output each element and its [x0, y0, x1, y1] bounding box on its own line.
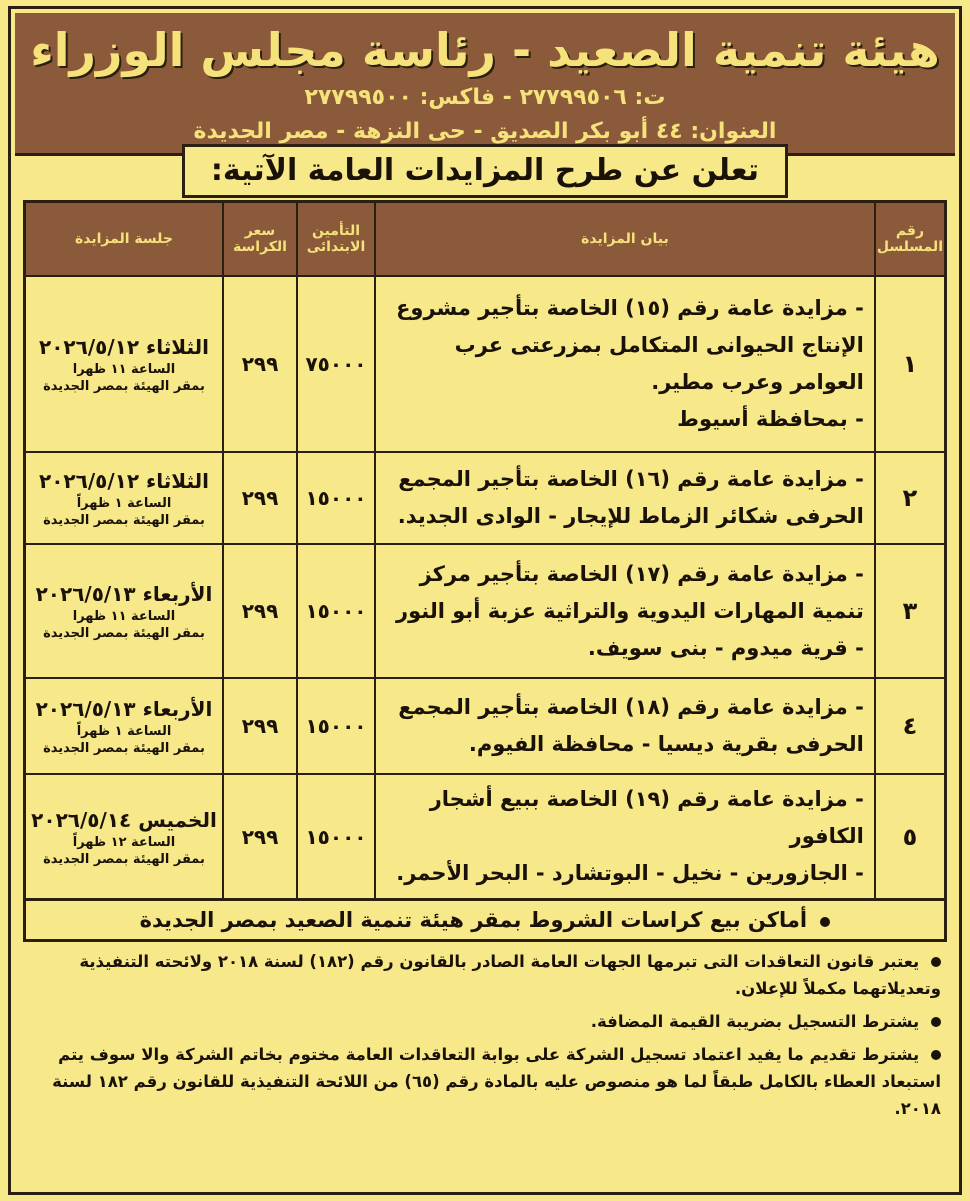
description-line: - مزايدة عامة رقم (١٦) الخاصة بتأجير المجمع: [398, 467, 864, 491]
row-description: [375, 544, 875, 678]
sale-location-note: [23, 901, 947, 942]
session-date: الأربعاء ٢٠٢٦/٥/١٣: [35, 582, 213, 606]
bullet-icon: [931, 957, 941, 967]
auctions-table: [23, 200, 947, 901]
row-description: [375, 276, 875, 452]
col-insurance-header: التأمين الابتدائى: [297, 202, 375, 277]
row-price: ٢٩٩: [223, 544, 297, 678]
table-row: [25, 452, 946, 544]
row-price: ٢٩٩: [223, 452, 297, 544]
note-text: يعتبر قانون التعاقدات التى تبرمها الجهات العامة الصادر بالقانون رقم (١٨٢) لسنة ٢٠١٨ ولائحته التنفيذية وتعديلاتهما مكملاً للإعلان.: [79, 952, 941, 998]
description-line: - بمحافظة أسيوط: [677, 407, 864, 431]
row-number: ٤: [875, 678, 946, 774]
row-session: [25, 276, 224, 452]
phone-fax-line: ت: ٢٧٧٩٩٥٠٦ - فاكس: ٢٧٧٩٩٥٠٠: [304, 85, 666, 110]
description-line: - مزايدة عامة رقم (١٥) الخاصة بتأجير مشروع: [396, 296, 864, 320]
session-place: بمقر الهيئة بمصر الجديدة: [43, 379, 205, 394]
session-time: الساعة ١ ظهراً: [76, 724, 172, 739]
table-row: [25, 678, 946, 774]
note-text: يشترط تقديم ما يفيد اعتماد تسجيل الشركة على بوابة التعاقدات العامة مختوم بخاتم الشركة والا سوف يتم استبعاد العطاء بالكامل طبقاً لما هو منصوص عليه بالمادة رقم (٦٥) من اللائحة التنفيذية للقانون رقم ١٨٢ لسنة ٢٠١٨.: [52, 1045, 941, 1118]
session-time: الساعة ١١ ظهرا: [72, 609, 176, 624]
session-place: بمقر الهيئة بمصر الجديدة: [43, 741, 205, 756]
note-text: يشترط التسجيل بضريبة القيمة المضافة.: [590, 1012, 920, 1031]
row-description: [375, 678, 875, 774]
row-session: [25, 678, 224, 774]
note-item: [25, 1008, 941, 1035]
description-line: - مزايدة عامة رقم (١٧) الخاصة بتأجير مركز: [419, 561, 864, 586]
header-band: [15, 13, 955, 156]
description-line: - قرية ميدوم - بنى سويف.: [587, 635, 864, 660]
session-time: الساعة ١٢ ظهراً: [72, 834, 176, 850]
table-row: [25, 544, 946, 678]
bullet-icon: [820, 917, 830, 927]
description-line: - مزايدة عامة رقم (١٩) الخاصة ببيع أشجار الكافور: [429, 787, 864, 848]
session-date: الأربعاء ٢٠٢٦/٥/١٣: [35, 697, 213, 721]
row-price: ٢٩٩: [223, 678, 297, 774]
description-line: الإنتاج الحيوانى المتكامل بمزرعتى عرب: [454, 333, 864, 357]
announcement-banner: تعلن عن طرح المزايدات العامة الآتية:: [182, 144, 788, 198]
row-description: [375, 774, 875, 900]
row-description: [375, 452, 875, 544]
announcement-wrap: [11, 144, 959, 196]
org-title: هيئة تنمية الصعيد - رئاسة مجلس الوزراء: [30, 23, 940, 77]
row-price: ٢٩٩: [223, 276, 297, 452]
session-date: الخميس ٢٠٢٦/٥/١٤: [31, 807, 217, 832]
note-item: [25, 1041, 941, 1122]
description-line: تنمية المهارات اليدوية والتراثية عزبة أبو النور: [396, 598, 864, 623]
bullet-icon: [931, 1050, 941, 1060]
table-header-row: [25, 202, 946, 277]
row-session: [25, 544, 224, 678]
sale-location-text: أماكن بيع كراسات الشروط بمقر هيئة تنمية الصعيد بمصر الجديدة: [139, 908, 808, 932]
row-session: [25, 774, 224, 900]
description-line: الحرفى بقرية ديسيا - محافظة الفيوم.: [468, 732, 864, 756]
session-time: الساعة ١ ظهراً: [76, 496, 172, 511]
row-number: ١: [875, 276, 946, 452]
session-place: بمقر الهيئة بمصر الجديدة: [43, 851, 205, 867]
session-place: بمقر الهيئة بمصر الجديدة: [43, 513, 205, 528]
note-item: [25, 948, 941, 1002]
description-line: - مزايدة عامة رقم (١٨) الخاصة بتأجير المجمع: [398, 695, 864, 719]
row-price: ٢٩٩: [223, 774, 297, 900]
row-session: [25, 452, 224, 544]
description-line: العوامر وعرب مطير.: [651, 370, 864, 394]
session-place: بمقر الهيئة بمصر الجديدة: [43, 626, 205, 641]
col-session-header: جلسة المزايدة: [25, 202, 224, 277]
description-line: - الجازورين - نخيل - البوتشارد - البحر الأحمر.: [396, 861, 864, 885]
row-insurance: ١٥٠٠٠: [297, 544, 375, 678]
row-insurance: ١٥٠٠٠: [297, 452, 375, 544]
row-number: ٥: [875, 774, 946, 900]
table-row: [25, 276, 946, 452]
row-number: ٣: [875, 544, 946, 678]
notes-section: [11, 942, 959, 1122]
description-line: الحرفى شكائر الزماط للإيجار - الوادى الجديد.: [397, 504, 864, 528]
address-line: العنوان: ٤٤ أبو بكر الصديق - حى النزهة - مصر الجديدة: [193, 119, 777, 144]
bullet-icon: [931, 1017, 941, 1027]
session-date: الثلاثاء ٢٠٢٦/٥/١٢: [39, 335, 209, 359]
session-date: الثلاثاء ٢٠٢٦/٥/١٢: [39, 469, 209, 493]
session-time: الساعة ١١ ظهرا: [72, 362, 176, 377]
col-number-header: رقم المسلسل: [875, 202, 946, 277]
col-description-header: بيان المزايدة: [375, 202, 875, 277]
row-insurance: ١٥٠٠٠: [297, 774, 375, 900]
col-price-header: سعر الكراسة: [223, 202, 297, 277]
row-number: ٢: [875, 452, 946, 544]
row-insurance: ١٥٠٠٠: [297, 678, 375, 774]
ad-frame: [8, 6, 962, 1195]
table-row: [25, 774, 946, 900]
row-insurance: ٧٥٠٠٠: [297, 276, 375, 452]
